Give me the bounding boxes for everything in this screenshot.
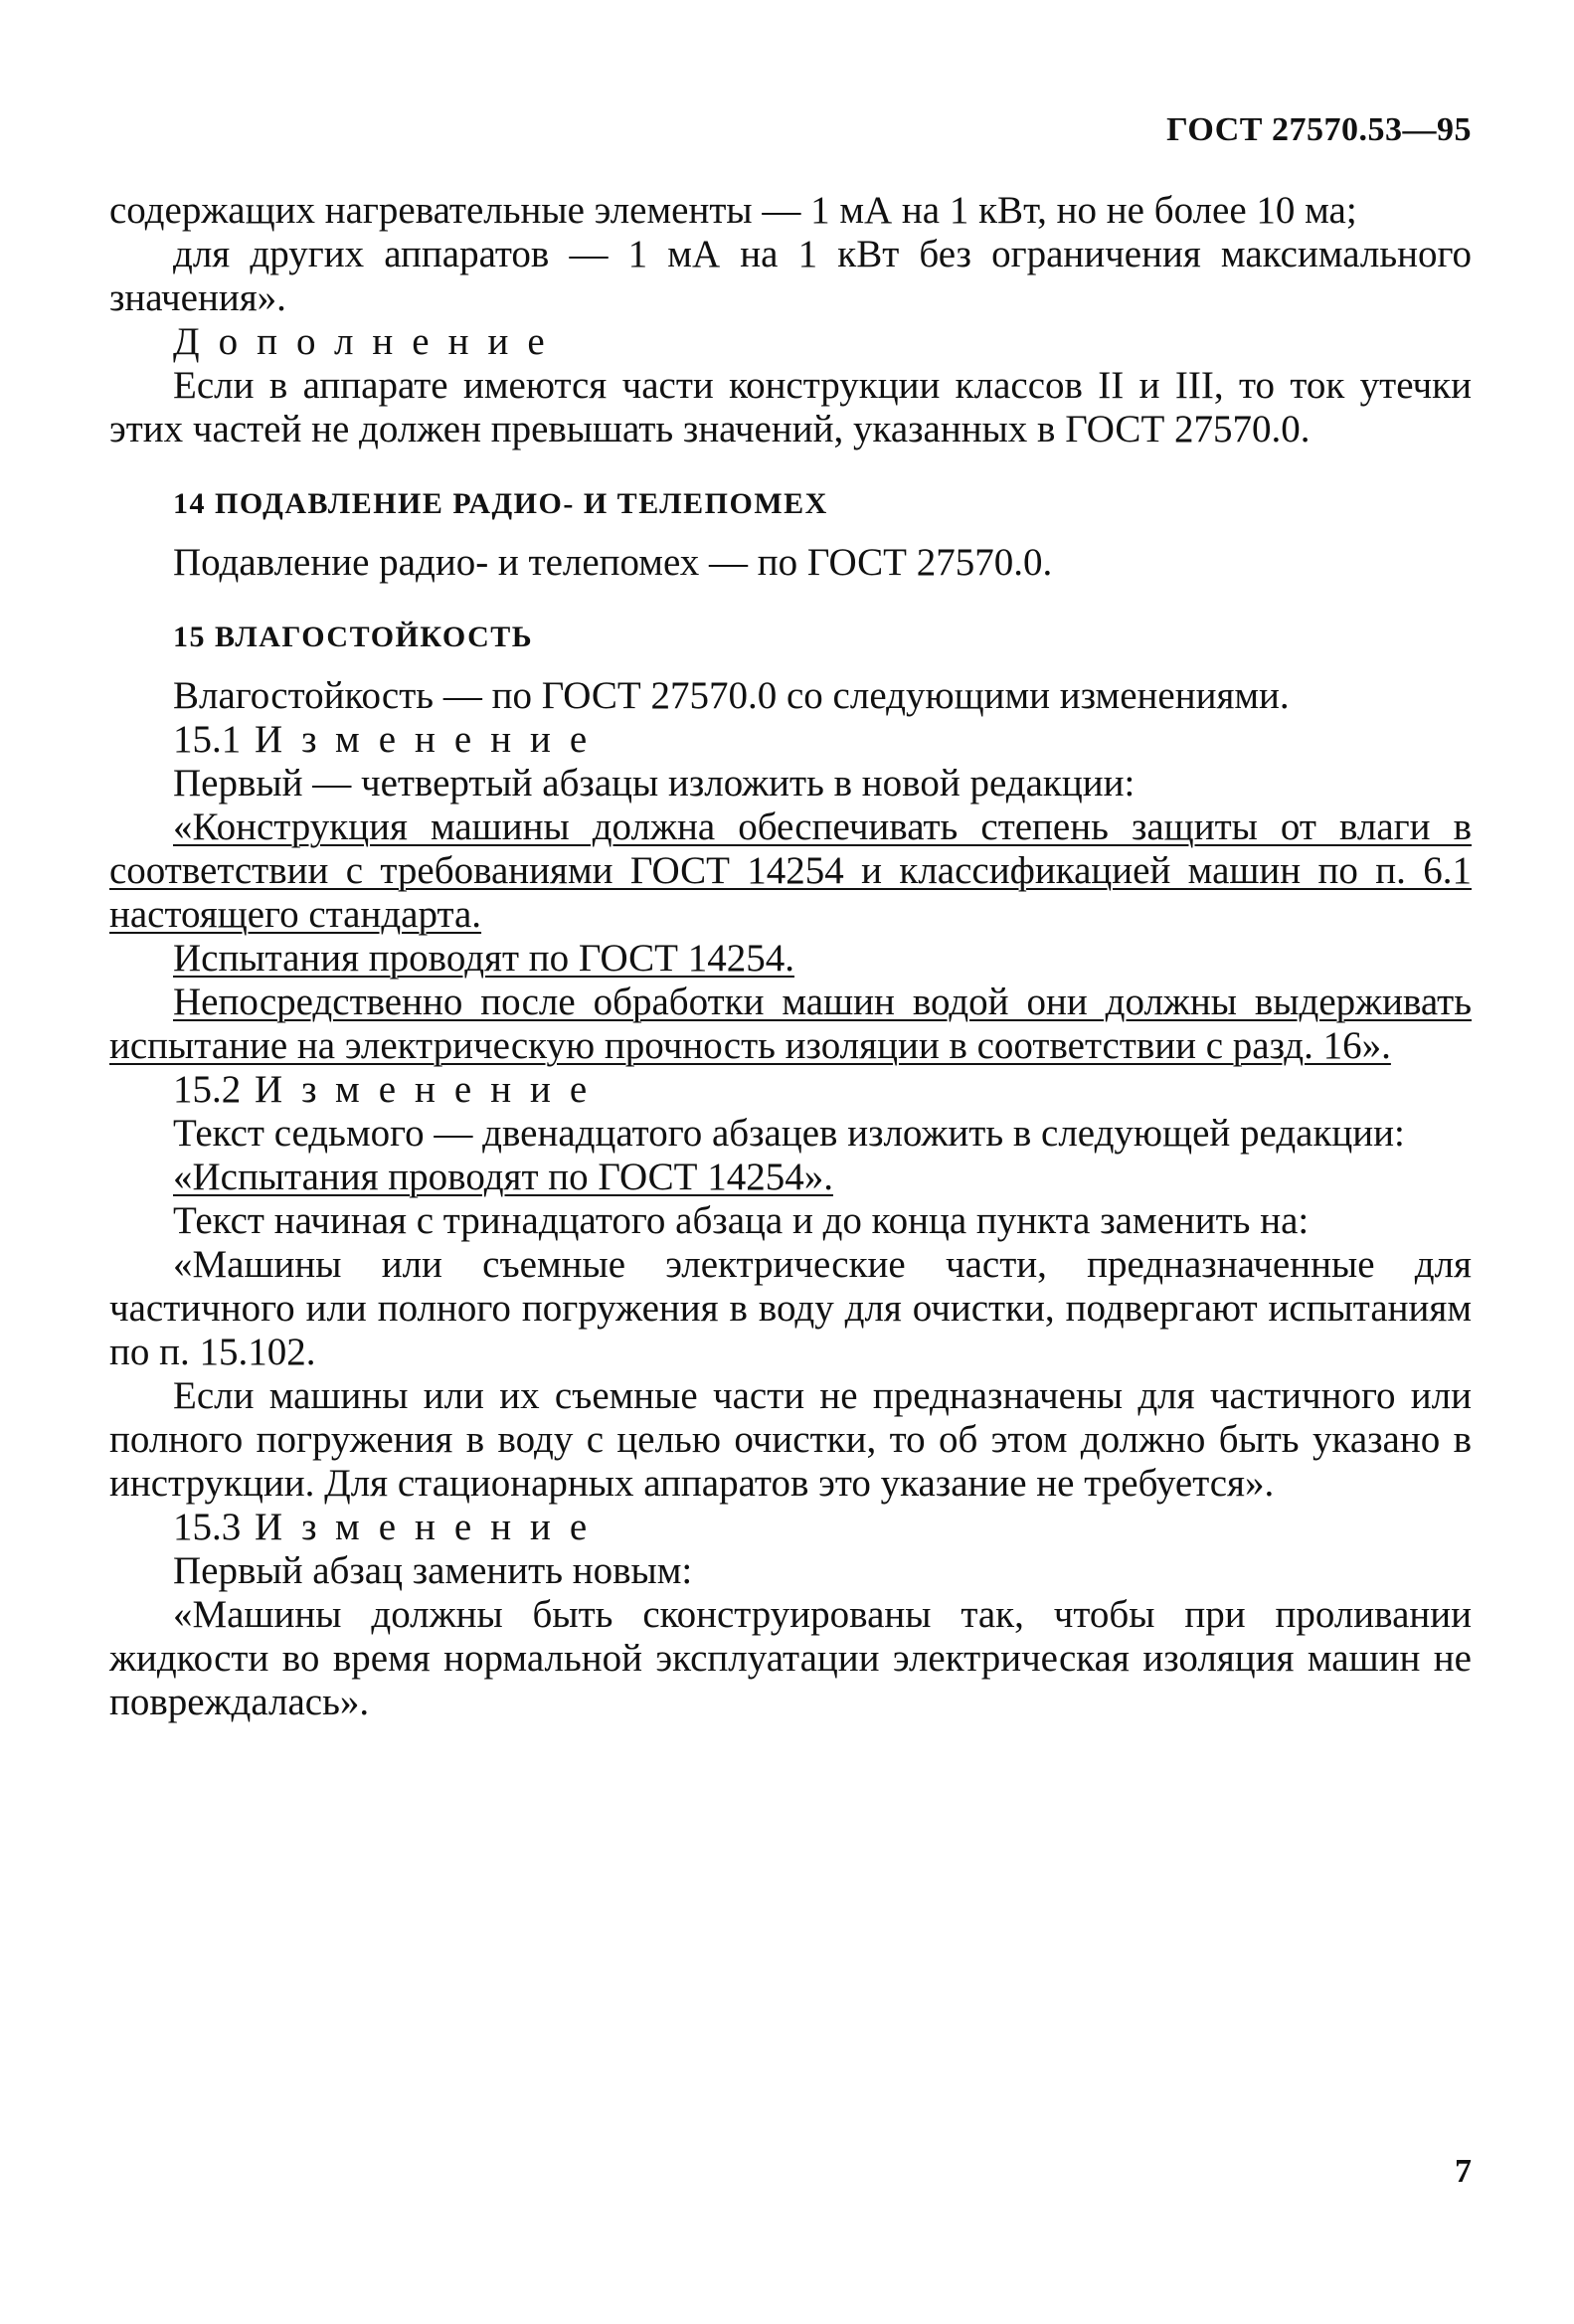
- paragraph-leakage-classes: Если в аппарате имеются части конструкции классов II и III, то ток утечки этих частей не должен превышать значений, указанных в ГОСТ 27570.0.: [109, 364, 1472, 450]
- page-number: 7: [1455, 2153, 1472, 2190]
- subsection-number: 15.3: [173, 1506, 242, 1548]
- subsection-15-2-text-2: Текст начиная с тринадцатого абзаца и до конца пункта заменить на:: [173, 1199, 1310, 1242]
- addition-label: Дополнение: [173, 320, 564, 363]
- subsection-15-3-heading: [173, 1506, 1472, 1549]
- change-label: Изменение: [255, 718, 607, 761]
- paragraph-other-appliances: для других аппаратов — 1 мА на 1 кВт без ограничения максимального значения».: [109, 233, 1472, 319]
- quote-after-water: [109, 981, 1472, 1068]
- subsection-15-2-heading: [173, 1068, 1472, 1112]
- change-label: Изменение: [255, 1068, 607, 1111]
- section-15-text: Влагостойкость — по ГОСТ 27570.0 со следующими изменениями.: [173, 674, 1290, 717]
- change-label: Изменение: [255, 1506, 607, 1548]
- subsection-15-1-heading: [173, 718, 1472, 762]
- quote-after-water-text: Непосредственно после обработки машин водой они должны выдерживать испытание на электрическую прочность изоляции в соответствии с разд. 16».: [109, 981, 1472, 1067]
- quote-tests-text: Испытания проводят по ГОСТ 14254.: [173, 937, 794, 980]
- subsection-15-3-text: Первый абзац заменить новым:: [173, 1549, 693, 1592]
- quote-immersion: «Машины или съемные электрические части, предназначенные для частичного или полного погружения в воду для очистки, подвергают испытаниям по п. 15.102.: [109, 1243, 1472, 1373]
- subsection-15-2-text: Текст седьмого — двенадцатого абзацев изложить в следующей редакции:: [173, 1112, 1405, 1155]
- subsection-number: 15.1: [173, 718, 242, 761]
- running-header: ГОСТ 27570.53—95: [1166, 111, 1472, 148]
- subsection-number: 15.2: [173, 1068, 242, 1111]
- section-15-title: 15 ВЛАГОСТОЙКОСТЬ: [173, 621, 534, 653]
- quote-spillage: «Машины должны быть сконструированы так, чтобы при проливании жидкости во время нормальной эксплуатации электрическая изоляция машин не повреждалась».: [109, 1593, 1472, 1723]
- subsection-15-1-text: Первый — четвертый абзацы изложить в новой редакции:: [173, 762, 1136, 804]
- quote-tests-short: [109, 1156, 1472, 1199]
- quote-construction-text: «Конструкция машины должна обеспечивать степень защиты от влаги в соответствии с требованиями ГОСТ 14254 и классификацией машин по п. 6.1 настоящего стандарта.: [109, 805, 1472, 936]
- section-14-title: 14 ПОДАВЛЕНИЕ РАДИО- И ТЕЛЕПОМЕХ: [173, 487, 828, 520]
- section-14-text: Подавление радио- и телепомех — по ГОСТ 27570.0.: [173, 541, 1053, 584]
- page-body: [109, 189, 1472, 1724]
- paragraph-heating-elements: содержащих нагревательные элементы — 1 мА на 1 кВт, но не более 10 ма;: [109, 189, 1357, 232]
- quote-tests: [109, 937, 1472, 981]
- quote-tests-short-text: «Испытания проводят по ГОСТ 14254».: [173, 1156, 833, 1198]
- quote-not-immersion: Если машины или их съемные части не предназначены для частичного или полного погружения в воду с целью очистки, то об этом должно быть указано в инструкции. Для стационарных аппаратов это указание не требуется».: [109, 1374, 1472, 1505]
- quote-construction: [109, 805, 1472, 937]
